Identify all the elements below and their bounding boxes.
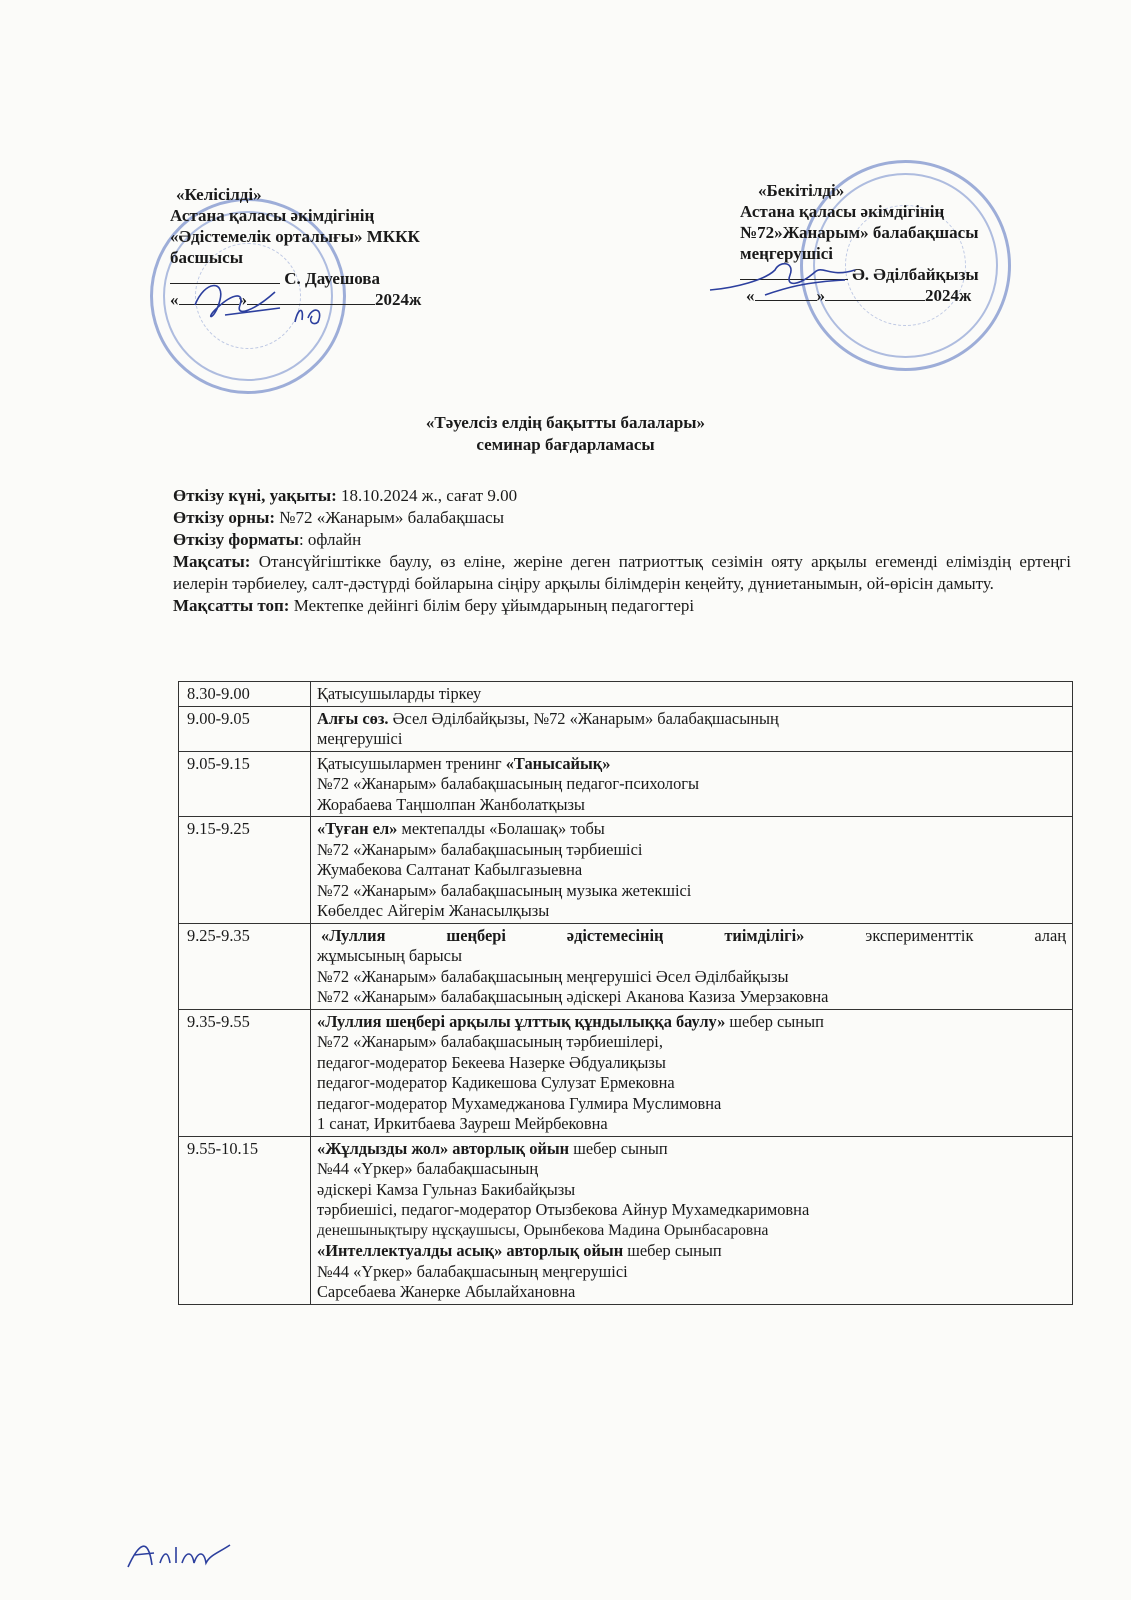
row-content: Қатысушылармен тренинг «Танысайық» №72 «Жанарым» балабақшасының педагог-психологы Жорабаева Таңшолпан Жанболатқызы	[311, 751, 1073, 817]
info-format: Өткізу форматы: офлайн	[173, 530, 362, 549]
row-content: «Жұлдызды жол» авторлық ойын шебер сынып №44 «Үркер» балабақшасының әдіскері Камза Гульназ Бакибайқызы тәрбиешісі, педагог-модератор Отызбекова Айнур Мухамедкаримовна денешынықтыру нұсқаушысы, Орынбекова Мадина Орынбасаровна «Интеллектуалды асық» авторлық ойын шебер сынып №44 «Үркер» балабақшасының меңгерушісі Сарсебаева Жанерке Абылайхановна	[311, 1136, 1073, 1304]
row-content: «Луллия шеңбері арқылы ұлттық құндылыққа баулу» шебер сынып №72 «Жанарым» балабақшасының тәрбиешілері, педагог-модератор Бекеева Назерке Әбдуалиқызы педагог-модератор Кадикешова Сулузат Ермековна педагог-модератор Мухамеджанова Гулмира Муслимовна 1 санат, Иркитбаева Зауреш Мейрбековна	[311, 1009, 1073, 1136]
title-line1: «Тәуелсіз елдің бақытты балалары»	[425, 413, 706, 432]
document-title	[0, 412, 1131, 456]
info-date: Өткізу күні, уақыты: 18.10.2024 ж., сағат 9.00	[173, 486, 518, 505]
info-goal: Мақсаты: Отансүйгіштікке баулу, өз еліне, жеріне деген патриоттық сезімін ояту арқылы егеменді еліміздің ертеңгі иелерін тәрбиелеу, салт-дәстүрді бойларына сіңіру арқылы білімдерін кеңейту, дүниетанымын, ой-өрісін дамыту.	[173, 552, 1071, 593]
header-right-line2: №72»Жанарым» балабақшасы	[740, 223, 979, 242]
right-signature-icon	[705, 250, 865, 310]
table-row	[179, 706, 1073, 751]
left-signature-icon	[185, 270, 295, 330]
row-content: «Луллия шеңбері әдістемесінің тиімділігі» эксперименттік алаң жұмысының барысы №72 «Жанарым» балабақшасының меңгерушісі Әсел Әділбайқызы №72 «Жанарым» балабақшасының әдіскері Аканова Казиза Умерзаковна	[311, 923, 1073, 1009]
header-left-signer: С. Дауешова	[284, 269, 380, 288]
row-time: 8.30-9.00	[179, 682, 311, 707]
table-row	[179, 1136, 1073, 1304]
title-line2: семинар бағдарламасы	[476, 435, 655, 454]
row-time: 9.55-10.15	[179, 1136, 311, 1304]
table-row	[179, 1009, 1073, 1136]
row-content: «Туған ел» мектепалды «Болашақ» тобы №72 «Жанарым» балабақшасының тәрбиешісі Жумабекова Салтанат Кабылгазыевна №72 «Жанарым» балабақшасының музыка жетекшісі Көбелдес Айгерім Жанасылқызы	[311, 817, 1073, 924]
info-block	[173, 485, 1071, 617]
header-left-year: 2024ж	[375, 290, 422, 309]
row-time: 9.35-9.55	[179, 1009, 311, 1136]
header-right-label: «Бекітілді»	[758, 181, 845, 200]
header-left-line2: «Әдістемелік орталығы» МККК	[170, 227, 420, 246]
header-left-date-line: « » 2024ж	[170, 290, 422, 309]
header-right-year: 2024ж	[925, 286, 972, 305]
header-right-line1: Астана қаласы әкімдігінің	[740, 202, 945, 221]
table-row	[179, 751, 1073, 817]
info-target: Мақсатты топ: Мектепке дейінгі білім беру ұйымдарының педагогтері	[173, 596, 695, 615]
row-time: 9.05-9.15	[179, 751, 311, 817]
header-right-date-line: « » 2024ж	[746, 286, 972, 305]
row-time: 9.15-9.25	[179, 817, 311, 924]
left-date-scribble-icon	[290, 300, 330, 330]
row-content: Қатысушыларды тіркеу	[311, 682, 1073, 707]
schedule-table	[178, 681, 1073, 1305]
header-right-line3: меңгерушісі	[740, 244, 834, 263]
footer-signature-icon	[120, 1525, 240, 1575]
header-left-line3: басшысы	[170, 248, 243, 267]
header-right-signer: Ә. Әділбайқызы	[852, 265, 979, 284]
table-row	[179, 817, 1073, 924]
header-left-label: «Келісілді»	[176, 185, 262, 204]
row-content: Алғы сөз. Әсел Әділбайқызы, №72 «Жанарым» балабақшасының меңгерушісі	[311, 706, 1073, 751]
row-time: 9.25-9.35	[179, 923, 311, 1009]
table-row	[179, 923, 1073, 1009]
info-place: Өткізу орны: №72 «Жанарым» балабақшасы	[173, 508, 505, 527]
header-left-line1: Астана қаласы әкімдігінің	[170, 206, 375, 225]
row-time: 9.00-9.05	[179, 706, 311, 751]
table-row	[179, 682, 1073, 707]
